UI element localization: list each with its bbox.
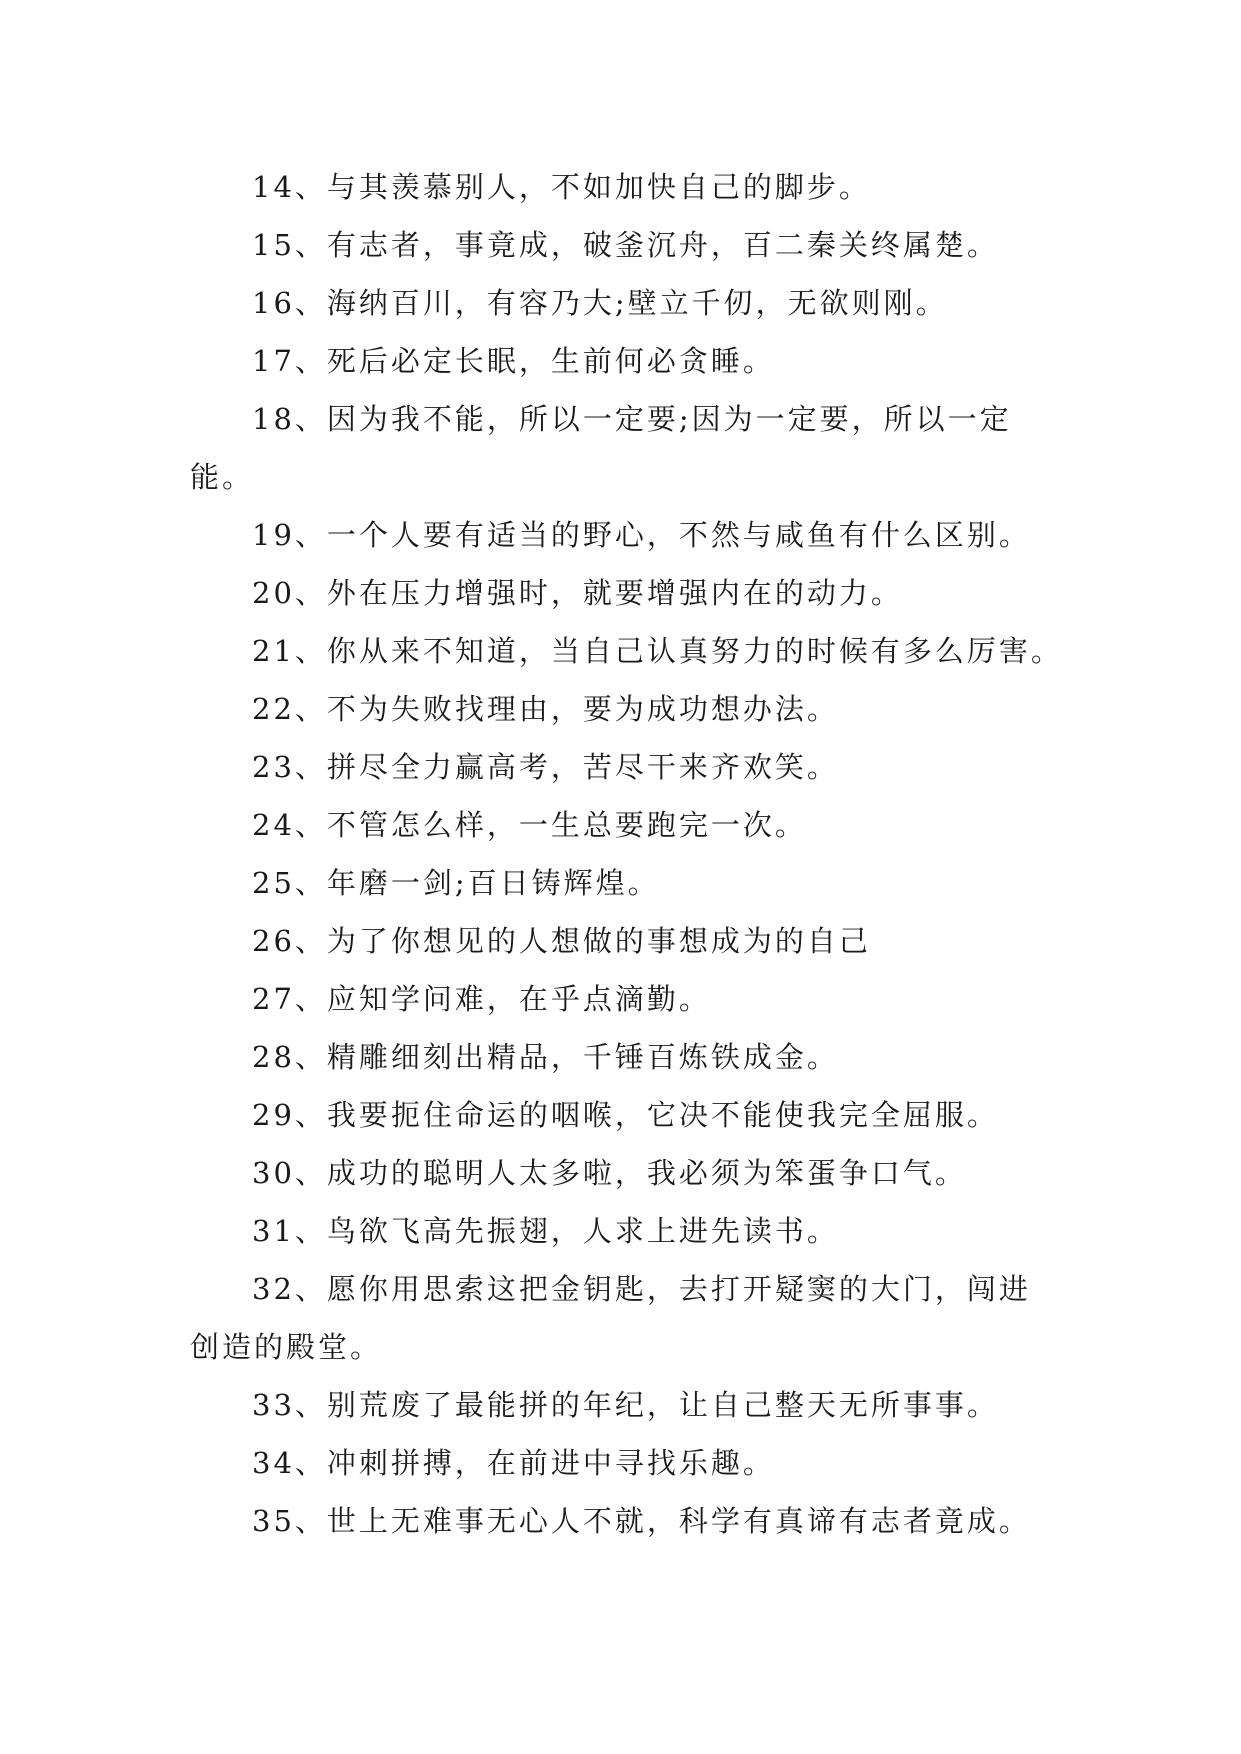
quote-32-continued: 创造的殿堂。 <box>190 1330 383 1364</box>
quote-21: 21、你从来不知道，当自己认真努力的时候有多么厉害。 <box>252 634 1063 668</box>
quote-29: 29、我要扼住命运的咽喉，它决不能使我完全屈服。 <box>252 1098 999 1132</box>
quote-22: 22、不为失败找理由，要为成功想办法。 <box>252 692 839 726</box>
quote-17: 17、死后必定长眠，生前何必贪睡。 <box>252 344 775 378</box>
quote-19: 19、一个人要有适当的野心，不然与咸鱼有什么区别。 <box>252 518 1031 552</box>
quote-23: 23、拼尽全力赢高考，苦尽干来齐欢笑。 <box>252 750 839 784</box>
quote-34: 34、冲刺拼搏，在前进中寻找乐趣。 <box>252 1446 775 1480</box>
quote-24: 24、不管怎么样，一生总要跑完一次。 <box>252 808 807 842</box>
quote-list <box>190 158 1070 1550</box>
quote-20: 20、外在压力增强时，就要增强内在的动力。 <box>252 576 903 610</box>
quote-18-continued: 能。 <box>190 460 255 494</box>
quote-32: 32、愿你用思索这把金钥匙，去打开疑窦的大门，闯进 <box>252 1272 1031 1306</box>
quote-28: 28、精雕细刻出精品，千锤百炼铁成金。 <box>252 1040 839 1074</box>
quote-27: 27、应知学问难，在乎点滴勤。 <box>252 982 711 1016</box>
quote-14: 14、与其羡慕别人，不如加快自己的脚步。 <box>252 170 871 204</box>
quote-18: 18、因为我不能，所以一定要;因为一定要，所以一定 <box>252 402 1012 436</box>
quote-25: 25、年磨一剑;百日铸辉煌。 <box>252 866 660 900</box>
quote-26: 26、为了你想见的人想做的事想成为的自己 <box>252 924 871 958</box>
quote-33: 33、别荒废了最能拼的年纪，让自己整天无所事事。 <box>252 1388 999 1422</box>
quote-16: 16、海纳百川，有容乃大;壁立千仞，无欲则刚。 <box>252 286 948 320</box>
quote-15: 15、有志者，事竟成，破釜沉舟，百二秦关终属楚。 <box>252 228 999 262</box>
quote-35: 35、世上无难事无心人不就，科学有真谛有志者竟成。 <box>252 1504 1031 1538</box>
quote-31: 31、鸟欲飞高先振翅，人求上进先读书。 <box>252 1214 839 1248</box>
quote-30: 30、成功的聪明人太多啦，我必须为笨蛋争口气。 <box>252 1156 967 1190</box>
